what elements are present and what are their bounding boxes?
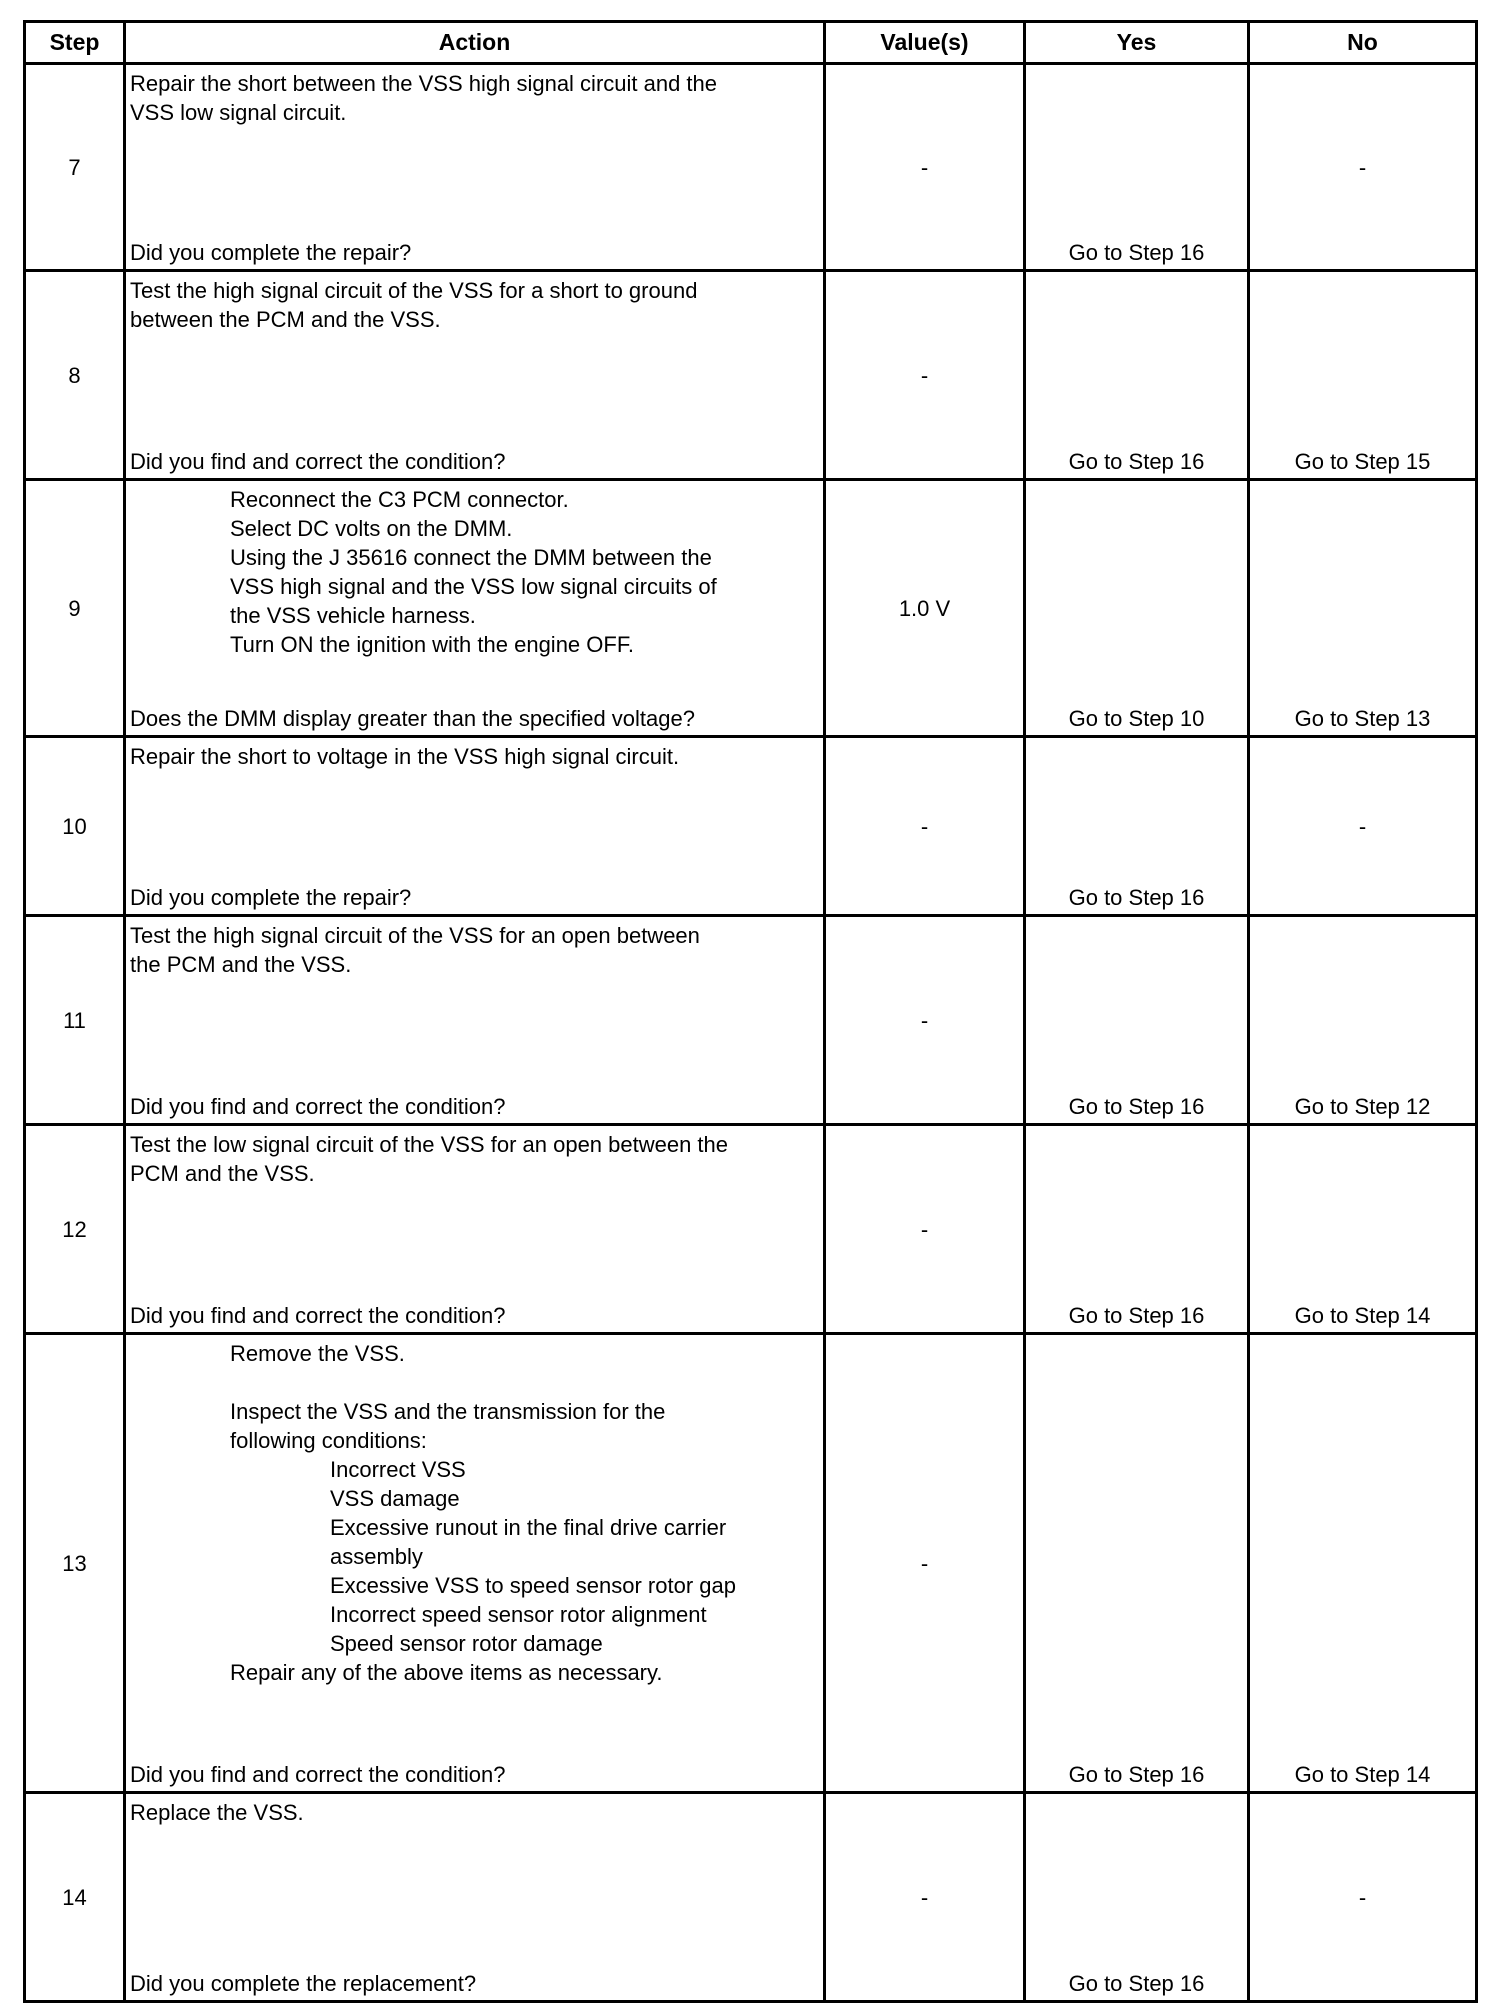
action-line: Test the high signal circuit of the VSS for a short to ground [130, 278, 698, 303]
value-cell: - [825, 737, 1025, 916]
no-cell: Go to Step 15 [1249, 271, 1477, 480]
action-line: Inspect the VSS and the transmission for the [230, 1399, 666, 1424]
action-line: the PCM and the VSS. [130, 952, 352, 977]
action-question: Does the DMM display greater than the specified voltage? [130, 706, 695, 731]
step-number: 14 [25, 1793, 125, 2002]
no-cell: Go to Step 14 [1249, 1125, 1477, 1334]
action-line: VSS damage [330, 1486, 460, 1511]
step-number: 8 [25, 271, 125, 480]
table-row [25, 64, 1477, 271]
action-line: Reconnect the C3 PCM connector. [230, 487, 569, 512]
step-number: 11 [25, 916, 125, 1125]
table-row [25, 737, 1477, 916]
action-line: between the PCM and the VSS. [130, 307, 441, 332]
action-question: Did you complete the repair? [130, 885, 412, 910]
action-line: Repair the short to voltage in the VSS high signal circuit. [130, 744, 680, 769]
action-cell [125, 737, 825, 916]
table-row [25, 480, 1477, 737]
value-cell: - [825, 64, 1025, 271]
action-cell [125, 1793, 825, 2002]
action-cell [125, 916, 825, 1125]
action-line: Test the low signal circuit of the VSS for an open between the [130, 1132, 729, 1157]
value-cell: - [825, 916, 1025, 1125]
action-line: Remove the VSS. [230, 1341, 405, 1366]
action-line: Excessive VSS to speed sensor rotor gap [330, 1573, 736, 1598]
no-cell: - [1249, 1793, 1477, 2002]
action-question: Did you find and correct the condition? [130, 449, 506, 474]
action-line: Incorrect VSS [330, 1457, 466, 1482]
diagnostic-table [23, 20, 1478, 2003]
action-line: following conditions: [230, 1428, 427, 1453]
yes-cell: Go to Step 16 [1025, 1125, 1249, 1334]
action-line: Test the high signal circuit of the VSS for an open between [130, 923, 700, 948]
step-number: 9 [25, 480, 125, 737]
yes-cell: Go to Step 16 [1025, 64, 1249, 271]
value-cell: - [825, 1334, 1025, 1793]
action-line: Repair the short between the VSS high signal circuit and the [130, 71, 718, 96]
action-question: Did you complete the repair? [130, 240, 412, 265]
action-line: Speed sensor rotor damage [330, 1631, 603, 1656]
table-row [25, 271, 1477, 480]
action-cell [125, 1125, 825, 1334]
action-line: the VSS vehicle harness. [230, 603, 476, 628]
yes-cell: Go to Step 16 [1025, 1334, 1249, 1793]
no-cell: Go to Step 14 [1249, 1334, 1477, 1793]
value-cell: - [825, 1793, 1025, 2002]
header-no: No [1249, 22, 1477, 64]
step-number: 12 [25, 1125, 125, 1334]
no-cell: Go to Step 12 [1249, 916, 1477, 1125]
step-number: 13 [25, 1334, 125, 1793]
table-row [25, 1334, 1477, 1793]
action-line: PCM and the VSS. [130, 1161, 315, 1186]
action-line: VSS high signal and the VSS low signal circuits of [230, 574, 717, 599]
action-line: Turn ON the ignition with the engine OFF. [230, 632, 634, 657]
action-line: assembly [330, 1544, 423, 1569]
yes-cell: Go to Step 16 [1025, 271, 1249, 480]
no-cell: Go to Step 13 [1249, 480, 1477, 737]
action-line: Excessive runout in the final drive carrier [330, 1515, 727, 1540]
header-values: Value(s) [825, 22, 1025, 64]
action-cell [125, 480, 825, 737]
action-line [130, 1368, 819, 1397]
yes-cell: Go to Step 16 [1025, 916, 1249, 1125]
no-cell: - [1249, 737, 1477, 916]
action-line: Incorrect speed sensor rotor alignment [330, 1602, 707, 1627]
action-line: VSS low signal circuit. [130, 100, 347, 125]
yes-cell: Go to Step 16 [1025, 737, 1249, 916]
value-cell: - [825, 271, 1025, 480]
table-row [25, 916, 1477, 1125]
action-line: Using the J 35616 connect the DMM between the [230, 545, 712, 570]
table-row [25, 1793, 1477, 2002]
no-cell: - [1249, 64, 1477, 271]
action-cell [125, 271, 825, 480]
value-cell: 1.0 V [825, 480, 1025, 737]
action-line: Replace the VSS. [130, 1800, 304, 1825]
action-question: Did you complete the replacement? [130, 1971, 477, 1996]
value-cell: - [825, 1125, 1025, 1334]
action-cell [125, 64, 825, 271]
header-step: Step [25, 22, 125, 64]
header-row [25, 22, 1477, 64]
action-question: Did you find and correct the condition? [130, 1762, 506, 1787]
step-number: 10 [25, 737, 125, 916]
action-cell [125, 1334, 825, 1793]
header-yes: Yes [1025, 22, 1249, 64]
yes-cell: Go to Step 16 [1025, 1793, 1249, 2002]
table-row [25, 1125, 1477, 1334]
action-question: Did you find and correct the condition? [130, 1094, 506, 1119]
step-number: 7 [25, 64, 125, 271]
yes-cell: Go to Step 10 [1025, 480, 1249, 737]
action-question: Did you find and correct the condition? [130, 1303, 506, 1328]
action-line: Repair any of the above items as necessary. [230, 1660, 663, 1685]
header-action: Action [125, 22, 825, 64]
action-line: Select DC volts on the DMM. [230, 516, 513, 541]
